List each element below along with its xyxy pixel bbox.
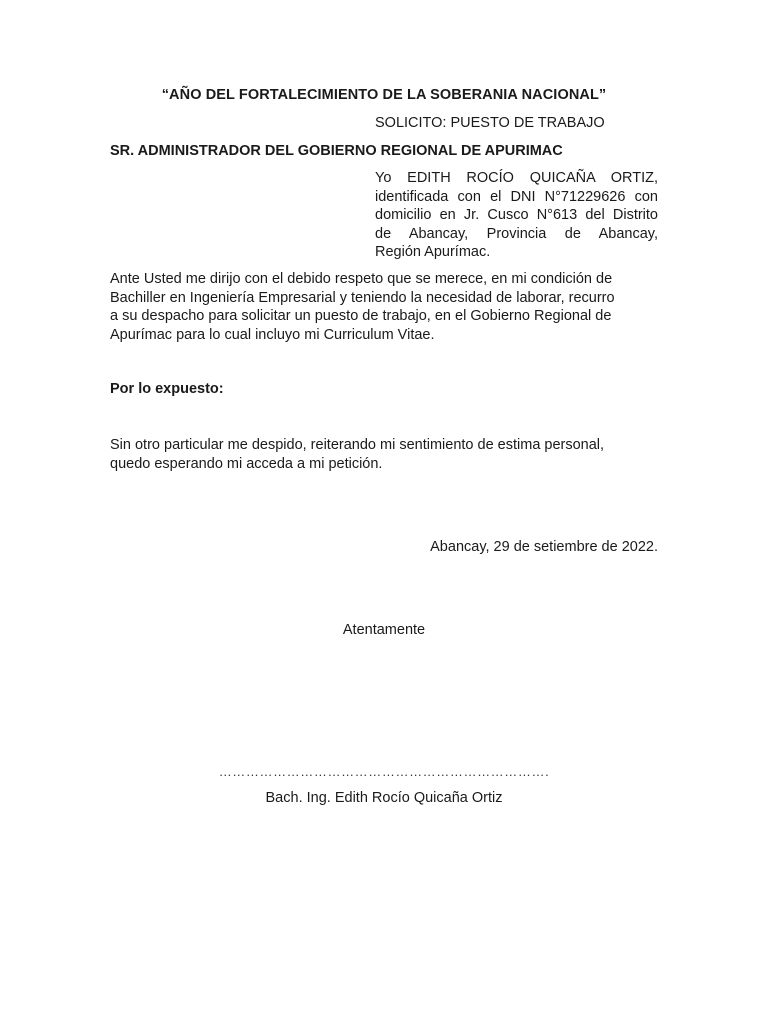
request-paragraph bbox=[110, 270, 655, 344]
identity-line: Yo EDITH ROCÍO QUICAÑA ORTIZ, bbox=[375, 170, 658, 186]
identity-line: Región Apurímac. bbox=[375, 244, 491, 261]
signature-dotted-line: ………………………………………………………………. bbox=[218, 764, 550, 779]
subject-line: SOLICITO: PUESTO DE TRABAJO bbox=[375, 115, 605, 131]
paragraph-line: Ante Usted me dirijo con el debido respeto que se merece, en mi condición de bbox=[110, 271, 613, 287]
paragraph-line: quedo esperando mi acceda a mi petición. bbox=[110, 455, 383, 472]
applicant-identity-block bbox=[375, 169, 658, 262]
place-and-date: Abancay, 29 de setiembre de 2022. bbox=[430, 539, 658, 555]
closing-paragraph bbox=[110, 436, 604, 473]
regards-line: Atentamente bbox=[342, 622, 426, 638]
paragraph-line: Apurímac para lo cual incluyo mi Curriculum Vitae. bbox=[110, 326, 435, 343]
identity-line: de Abancay, Provincia de Abancay, bbox=[375, 225, 658, 242]
document-heading: “AÑO DEL FORTALECIMIENTO DE LA SOBERANIA NACIONAL” bbox=[161, 87, 607, 103]
addressee-line: SR. ADMINISTRADOR DEL GOBIERNO REGIONAL DE APURIMAC bbox=[110, 143, 563, 159]
identity-line: identificada con el DNI N°71229626 con bbox=[375, 188, 658, 205]
signature-name: Bach. Ing. Edith Rocío Quicaña Ortiz bbox=[265, 790, 503, 806]
por-lo-expuesto-label: Por lo expuesto: bbox=[110, 381, 224, 397]
paragraph-line: Sin otro particular me despido, reiterando mi sentimiento de estima personal, bbox=[110, 437, 605, 453]
paragraph-line: Bachiller en Ingeniería Empresarial y teniendo la necesidad de laborar, recurro bbox=[110, 289, 615, 306]
identity-line: domicilio en Jr. Cusco N°613 del Distrito bbox=[375, 207, 658, 224]
paragraph-line: a su despacho para solicitar un puesto de trabajo, en el Gobierno Regional de bbox=[110, 308, 612, 325]
